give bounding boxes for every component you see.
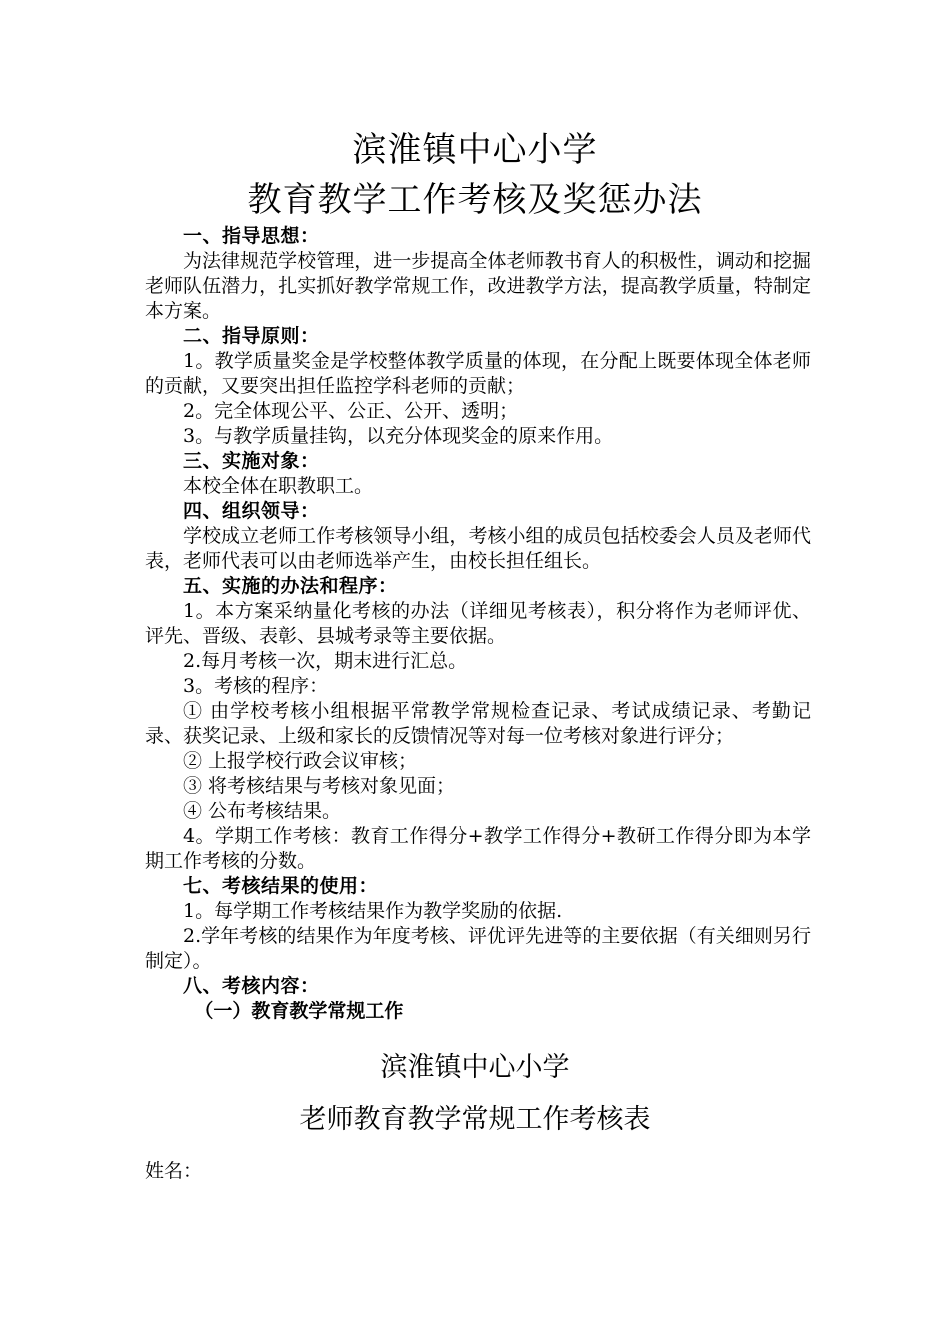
- paragraph: ④ 公布考核结果。: [183, 800, 342, 822]
- paragraph: 1。教学质量奖金是学校整体教学质量的体现，在分配上既要体现全体老师的贡献，又要突出担任监控学科老师的贡献；: [145, 350, 811, 397]
- section-heading: 三、实施对象：: [183, 450, 320, 472]
- table-title: 老师教育教学常规工作考核表: [299, 1104, 651, 1135]
- section-heading: 二、指导原则：: [183, 325, 320, 347]
- paragraph: 为法律规范学校管理，进一步提高全体老师教书育人的积极性，调动和挖掘老师队伍潜力，扎实抓好教学常规工作，改进教学方法，提高教学质量，特制定本方案。: [145, 250, 811, 322]
- section-heading: 一、指导思想：: [183, 225, 320, 247]
- paragraph: 1。本方案采纳量化考核的办法（详细见考核表），积分将作为老师评优、评先、晋级、表彰、县城考录等主要依据。: [145, 600, 811, 647]
- subsection-heading: （一）教育教学常规工作: [194, 1000, 404, 1022]
- section-heading: 八、考核内容：: [183, 975, 320, 997]
- document-title-school: 滨淮镇中心小学: [352, 130, 598, 170]
- section-heading: 七、考核结果的使用：: [183, 875, 379, 897]
- section-heading: 五、实施的办法和程序：: [183, 575, 398, 597]
- paragraph: 1。每学期工作考核结果作为教学奖励的依据.: [183, 900, 563, 922]
- name-label: 姓名：: [145, 1160, 203, 1182]
- paragraph: 2。完全体现公平、公正、公开、透明；: [183, 400, 519, 422]
- section-heading: 四、组织领导：: [183, 500, 320, 522]
- paragraph: 3。与教学质量挂钩，以充分体现奖金的原来作用。: [183, 425, 614, 447]
- paragraph: 2.学年考核的结果作为年度考核、评优评先进等的主要依据（有关细则另行制定）。: [145, 925, 811, 972]
- paragraph: 学校成立老师工作考核领导小组，考核小组的成员包括校委会人员及老师代表，老师代表可以由老师选举产生，由校长担任组长。: [145, 525, 811, 572]
- paragraph: 4。学期工作考核：教育工作得分+教学工作得分+教研工作得分即为本学期工作考核的分数。: [145, 825, 811, 872]
- paragraph: ① 由学校考核小组根据平常教学常规检查记录、考试成绩记录、考勤记录、获奖记录、上级和家长的反馈情况等对每一位考核对象进行评分；: [145, 700, 811, 747]
- table-title-school: 滨淮镇中心小学: [380, 1052, 570, 1083]
- paragraph: 3。考核的程序：: [183, 675, 329, 697]
- paragraph: ③ 将考核结果与考核对象见面；: [183, 775, 456, 797]
- paragraph: 2.每月考核一次，期末进行汇总。: [183, 650, 468, 672]
- paragraph: 本校全体在职教职工。: [183, 475, 374, 497]
- paragraph: ② 上报学校行政会议审核；: [183, 750, 418, 772]
- document-body: [145, 224, 811, 1024]
- document-title: 教育教学工作考核及奖惩办法: [247, 180, 703, 220]
